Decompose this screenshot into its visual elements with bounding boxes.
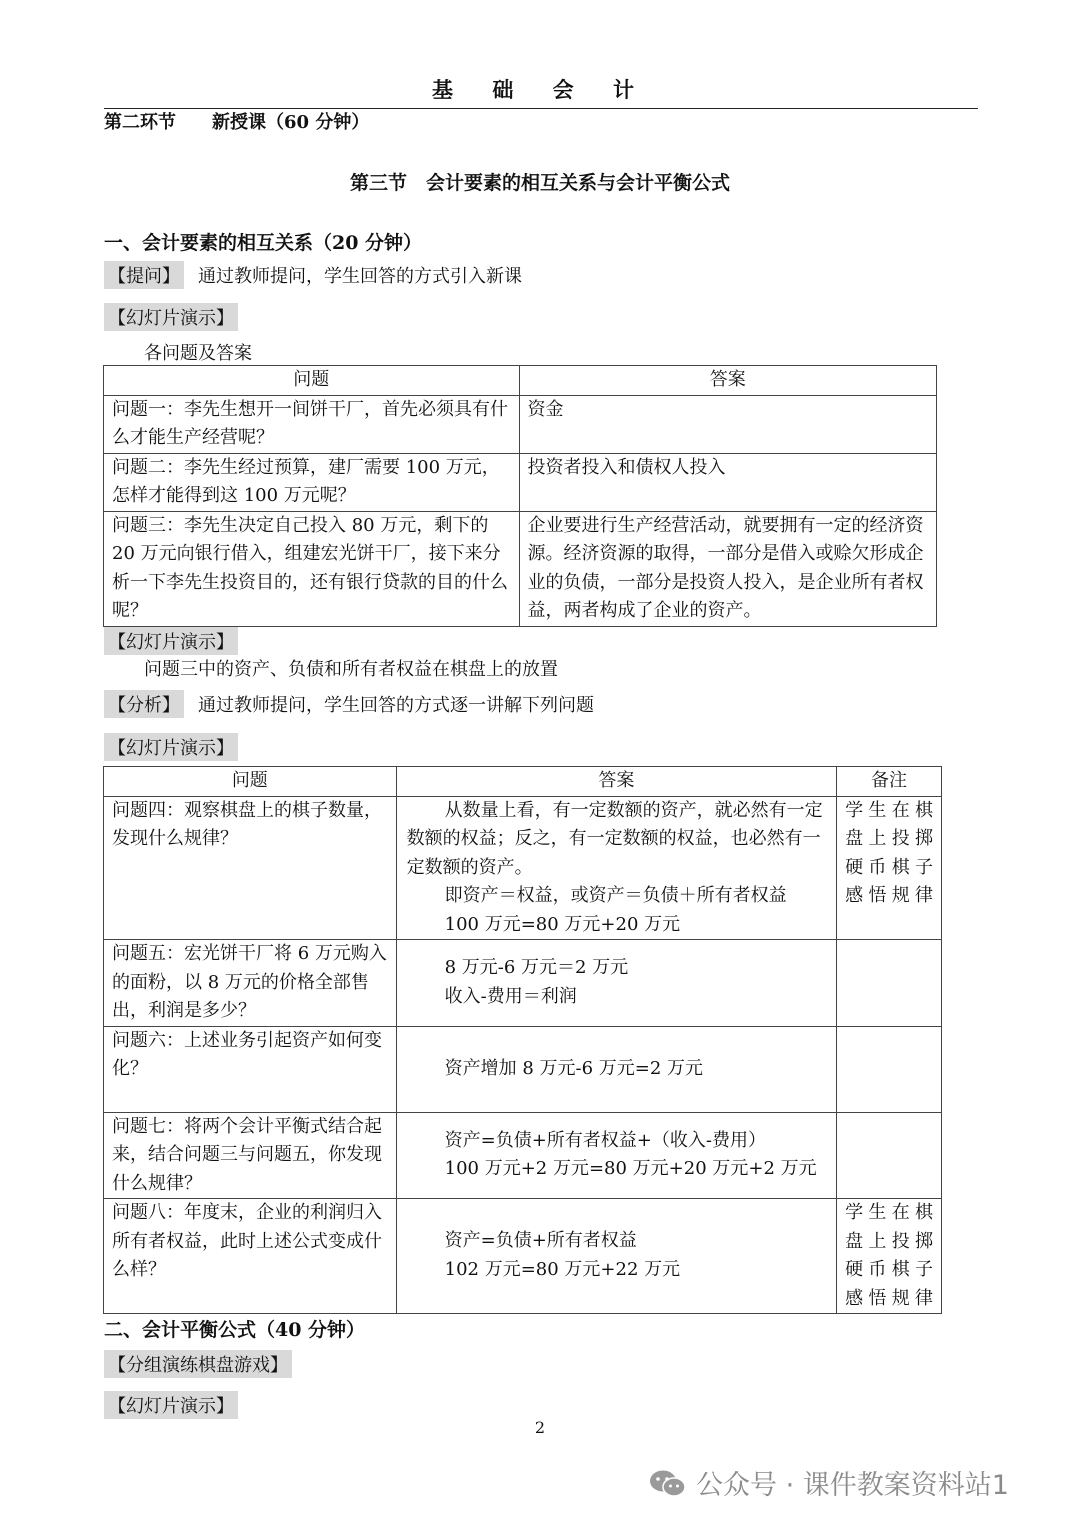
- slide-line-3: [104, 733, 238, 761]
- session-label: 第二环节: [104, 112, 176, 133]
- watermark: [648, 1463, 1009, 1502]
- table-header-row: [104, 366, 937, 396]
- analysis-tag: 【分析】: [104, 690, 184, 718]
- table-row: [104, 796, 942, 940]
- question-cell: 问题二：李先生经过预算，建厂需要 100 万元，怎样才能得到这 100 万元呢？: [104, 453, 520, 511]
- column-header: 答案: [519, 366, 937, 396]
- slide-tag-1: 【幻灯片演示】: [104, 303, 238, 331]
- answer-cell: [396, 940, 836, 1027]
- analysis-line: [104, 690, 594, 718]
- slide-caption-1: 各问题及答案: [144, 343, 252, 364]
- answer-paragraph: 从数量上看，有一定数额的资产，就必然有一定数额的权益；反之，有一定数额的权益，也必然有一定数额的资产。: [406, 799, 823, 878]
- remark-cell: [837, 1026, 942, 1112]
- column-header: 问题: [104, 366, 520, 396]
- answer-cell: [396, 1026, 836, 1112]
- wechat-icon: [648, 1468, 688, 1498]
- slide-line-2: [104, 627, 238, 655]
- answer-line: 收入-费用＝利润: [444, 985, 577, 1007]
- part1-heading: 一、会计要素的相互关系（20 分钟）: [104, 232, 423, 254]
- page-number: 2: [534, 1418, 546, 1437]
- column-header: 答案: [396, 767, 836, 797]
- slide-line-4: [104, 1391, 238, 1419]
- answer-line: 100 万元=80 万元+20 万元: [444, 913, 681, 935]
- table-row: [104, 511, 937, 626]
- answer-cell: 企业要进行生产经营活动，就要拥有一定的经济资源。经济资源的取得，一部分是借入或赊欠形成企业的负债，一部分是投资人投入，是企业所有者权益，两者构成了企业的资产。: [519, 511, 937, 626]
- group-line: [104, 1350, 292, 1378]
- column-header: 问题: [104, 767, 397, 797]
- column-header: 备注: [837, 767, 942, 797]
- table-row: [104, 395, 937, 453]
- remark-cell: [837, 1112, 942, 1199]
- session-line: [104, 108, 369, 134]
- answer-line: 100 万元+2 万元=80 万元+20 万元+2 万元: [444, 1158, 817, 1179]
- question-text: 通过教师提问，学生回答的方式引入新课: [198, 266, 522, 287]
- answer-cell: [396, 796, 836, 940]
- answer-cell: 投资者投入和债权人投入: [519, 453, 937, 511]
- part2-heading: 二、会计平衡公式（40 分钟）: [104, 1319, 366, 1341]
- slide-caption-2: 问题三中的资产、负债和所有者权益在棋盘上的放置: [144, 659, 558, 680]
- question-cell: 问题四：观察棋盘上的棋子数量，发现什么规律？: [104, 796, 397, 940]
- qa-table-2: [103, 766, 942, 1314]
- answer-line: 资产=负债+所有者权益: [444, 1230, 637, 1251]
- qa-table-1: [103, 365, 937, 627]
- analysis-text: 通过教师提问，学生回答的方式逐一讲解下列问题: [198, 695, 594, 716]
- question-tag: 【提问】: [104, 261, 184, 289]
- slide-line-1: [104, 303, 238, 331]
- answer-line: 102 万元=80 万元+22 万元: [444, 1258, 681, 1280]
- remark-cell: 学生在棋盘上投掷硬币棋子感悟规律: [837, 796, 942, 940]
- answer-cell: 资金: [519, 395, 937, 453]
- table-row: [104, 453, 937, 511]
- table-row: [104, 940, 942, 1027]
- answer-line: 即资产＝权益，或资产＝负债＋所有者权益: [444, 885, 787, 906]
- group-tag: 【分组演练棋盘游戏】: [104, 1350, 292, 1378]
- session-topic: 新授课（60 分钟）: [212, 112, 370, 133]
- table-header-row: [104, 767, 942, 797]
- section-title: 第三节 会计要素的相互关系与会计平衡公式: [349, 172, 730, 194]
- question-cell: 问题七：将两个会计平衡式结合起来，结合问题三与问题五，你发现什么规律？: [104, 1112, 397, 1199]
- remark-cell: [837, 940, 942, 1027]
- page-header: 基 础 会 计: [104, 74, 978, 109]
- table-row: [104, 1199, 942, 1314]
- answer-line: 8 万元-6 万元＝2 万元: [444, 957, 629, 978]
- answer-cell: [396, 1112, 836, 1199]
- table-row: [104, 1026, 942, 1112]
- slide-tag-4: 【幻灯片演示】: [104, 1391, 238, 1419]
- question-cell: 问题六：上述业务引起资产如何变化？: [104, 1026, 397, 1112]
- question-cell: 问题八：年度末，企业的利润归入所有者权益，此时上述公式变成什么样？: [104, 1199, 397, 1314]
- question-cell: 问题一：李先生想开一间饼干厂，首先必须具有什么才能生产经营呢？: [104, 395, 520, 453]
- question-cell: 问题三：李先生决定自己投入 80 万元，剩下的 20 万元向银行借入，组建宏光饼干厂，接下来分析一下李先生投资目的，还有银行贷款的目的什么呢？: [104, 511, 520, 626]
- watermark-text: 公众号 · 课件教案资料站1: [696, 1470, 1009, 1501]
- remark-cell: 学生在棋盘上投掷硬币棋子感悟规律: [837, 1199, 942, 1314]
- answer-cell: [396, 1199, 836, 1314]
- slide-tag-3: 【幻灯片演示】: [104, 733, 238, 761]
- question-cell: 问题五：宏光饼干厂将 6 万元购入的面粉，以 8 万元的价格全部售出，利润是多少？: [104, 940, 397, 1027]
- table-row: [104, 1112, 942, 1199]
- slide-tag-2: 【幻灯片演示】: [104, 627, 238, 655]
- question-line: [104, 261, 522, 289]
- answer-line: 资产增加 8 万元-6 万元=2 万元: [444, 1057, 704, 1079]
- answer-line: 资产=负债+所有者权益+（收入-费用）: [444, 1129, 766, 1151]
